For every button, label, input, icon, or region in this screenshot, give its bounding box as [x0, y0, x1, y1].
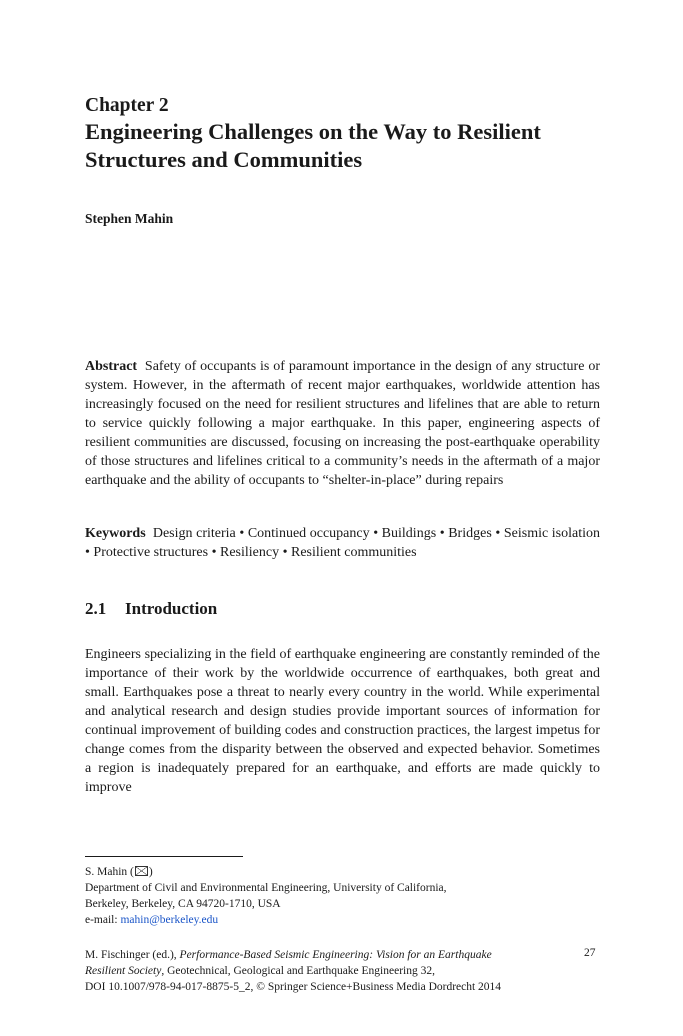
footnote-author: S. Mahin (	[85, 866, 134, 878]
email-label: e-mail:	[85, 914, 121, 926]
section-heading	[85, 599, 217, 619]
page-number: 27	[584, 947, 596, 959]
keywords-text: Design criteria • Continued occupancy • Buildings • Bridges • Seismic isolation • Protective structures • Resiliency • Resilient communities	[85, 526, 600, 560]
citation-block	[85, 947, 605, 995]
footnote-author-close: )	[148, 866, 153, 878]
keywords-paragraph	[85, 524, 600, 562]
section-number: 2.1	[85, 599, 107, 618]
citation-doi: DOI 10.1007/978-94-017-8875-5_2, © Springer Science+Business Media Dordrecht 2014	[85, 981, 502, 993]
keywords-label: Keywords	[85, 526, 146, 541]
citation-book-title-cont: Resilient Society	[85, 965, 162, 977]
envelope-icon	[135, 866, 148, 876]
citation-series: , Geotechnical, Geological and Earthquake Engineering 32,	[161, 965, 435, 977]
introduction-paragraph: Engineers specializing in the field of earthquake engineering are constantly reminded of the importance of their work by the worldwide occurrence of earthquakes, both great and small. Earthquakes pose a threat to nearly every country in the world. While experimental and analytical research and design studies provide important sources of information for continual improvement of building codes and construction practices, the largest impetus for change comes from the disparity between the observed and expected behavior. Sometimes a region is inadequately prepared for an earthquake, and efforts are made quickly to improve	[85, 647, 600, 795]
citation-book-title: Performance-Based Seismic Engineering: Vision for an Earthquake	[179, 949, 492, 961]
author-footnote	[85, 864, 447, 928]
chapter-title: Engineering Challenges on the Way to Resilient Structures and Communities	[85, 119, 541, 172]
affiliation-line-1: Department of Civil and Environmental Engineering, University of California,	[85, 882, 447, 894]
abstract-paragraph	[85, 357, 600, 490]
section-title: Introduction	[125, 599, 218, 618]
footnote-divider	[85, 856, 243, 857]
chapter-label: Chapter 2	[85, 95, 169, 116]
abstract-text: Safety of occupants is of paramount importance in the design of any structure or system. However, in the aftermath of recent major earthquakes, worldwide attention has increasingly focused on the need for resilient structures and lifelines that are able to return to service quickly following a major earthquake. In this paper, engineering aspects of resilient communities are discussed, focusing on increasing the post-earthquake operability of those structures and lifelines critical to a community’s needs in the aftermath of a major earthquake and the ability of occupants to “shelter-in-place” during repairs	[85, 359, 601, 488]
affiliation-line-2: Berkeley, Berkeley, CA 94720-1710, USA	[85, 898, 281, 910]
author-name: Stephen Mahin	[85, 211, 174, 226]
citation-editor: M. Fischinger (ed.),	[85, 949, 180, 961]
email-link[interactable]: mahin@berkeley.edu	[120, 914, 219, 926]
abstract-label: Abstract	[85, 359, 138, 374]
